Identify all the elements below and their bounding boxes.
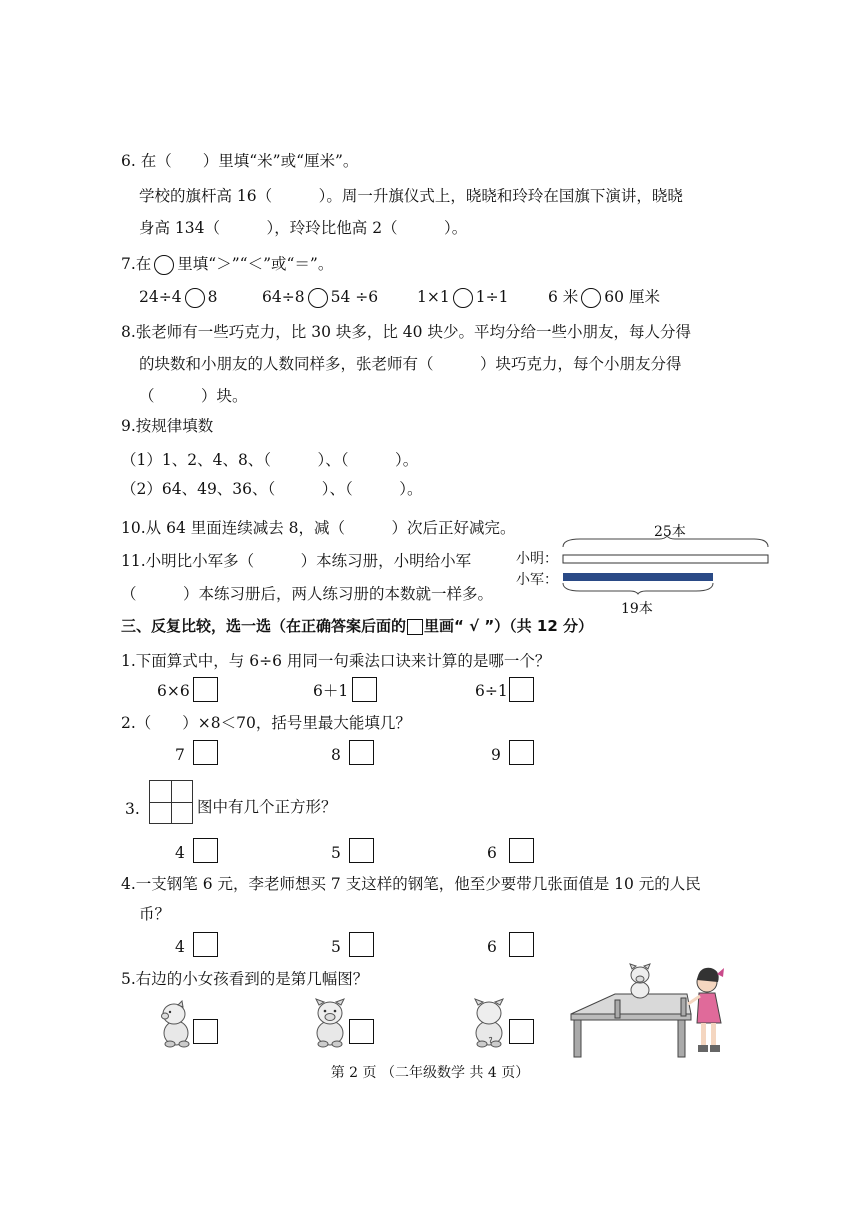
s3q4-line1: 4.一支钢笔 6 元，李老师想买 7 支这样的钢笔，他至少要带几张面值是 10 元的人民 [121,875,701,893]
page-footer: 第 2 页 （二年级数学 共 4 页） [330,1065,530,1081]
s3q3-text: 图中有几个正方形？ [197,798,337,816]
s3q3-option-2: 5 [331,844,341,862]
q7-item-right: 54 ÷6 [330,288,379,306]
top-brace [563,536,768,547]
s3q5-text: 5.右边的小女孩看到的是第几幅图？ [121,970,369,988]
s3q5-answer-box-2[interactable] [349,1019,374,1044]
q9-line1: （1）1、2、4、8、（ ）、（ ）。 [121,451,419,469]
s3q2-answer-box-1[interactable] [193,740,218,765]
q9-title: 9.按规律填数 [121,417,214,435]
q7-item-left: 1×1 [417,288,450,306]
q7-item-right: 60 厘米 [604,288,660,306]
s3q2-option-2: 8 [331,746,341,764]
s3q3-answer-box-3[interactable] [509,838,534,863]
s3q3-num: 3. [125,800,140,818]
q7-item-right: 8 [207,288,218,306]
square-icon [407,619,423,635]
section3-title-b: 里画“ √ ”）（共 12 分） [424,617,594,635]
q7-title-b: 里填“＞”“＜”或“＝”。 [177,255,334,273]
bottom-brace [563,583,713,594]
q6-line2: 身高 134（ ），玲玲比他高 2（ ）。 [139,219,468,237]
s3q2-text: 2.（ ）×8＜70，括号里最大能填几？ [121,714,411,732]
section3-title [121,616,593,636]
q7-item-4 [548,287,660,308]
s3q1-answer-box-1[interactable] [193,677,218,702]
q7-title [121,254,333,275]
q6-line1: 学校的旗杆高 16（ ）。周一升旗仪式上，晓晓和玲玲在国旗下演讲，晓晓 [139,187,683,205]
compare-circle[interactable] [581,288,601,308]
table-girl-illustration [565,960,745,1060]
s3q2-answer-box-3[interactable] [509,740,534,765]
s3q1-answer-box-2[interactable] [352,677,377,702]
s3q3-option-3: 6 [487,844,497,862]
s3q1-option-2: 6＋1 [313,682,349,700]
s3q5-answer-box-1[interactable] [193,1019,218,1044]
xiaojun-bar [563,573,713,581]
q7-item-3 [417,287,508,308]
q7-item-2 [262,287,378,308]
compare-circle[interactable] [308,288,328,308]
compare-circle[interactable] [453,288,473,308]
s3q4-option-1: 4 [175,938,185,956]
q7-item-left: 24÷4 [139,288,182,306]
q8-line3: （ ）块。 [139,387,248,405]
bar-diagram [560,536,774,606]
bar-bottom-label: 19本 [621,601,653,617]
s3q4-answer-box-3[interactable] [509,932,534,957]
s3q2-option-3: 9 [491,746,501,764]
label-xiaojun: 小军： [516,572,558,588]
square-grid-figure [149,780,193,824]
q6-title: 6. 在（ ）里填“米”或“厘米”。 [121,152,359,170]
q11-line1: 11.小明比小军多（ ）本练习册，小明给小军 [121,552,472,570]
compare-circle[interactable] [185,288,205,308]
q7-item-left: 6 米 [548,288,579,306]
q10: 10.从 64 里面连续减去 8，减（ ）次后正好减完。 [121,519,516,537]
pig-side-view-icon [158,1000,194,1048]
s3q2-option-1: 7 [175,746,185,764]
q8-line1: 8.张老师有一些巧克力，比 30 块多，比 40 块少。平均分给一些小朋友，每人分得 [121,323,691,341]
s3q3-option-1: 4 [175,844,185,862]
circle-icon [154,255,174,275]
q7-item-left: 64÷8 [262,288,305,306]
s3q3-answer-box-1[interactable] [193,838,218,863]
q7-item-right: 1÷1 [475,288,509,306]
s3q4-answer-box-1[interactable] [193,932,218,957]
pig-front-view-icon [312,998,348,1048]
s3q4-option-2: 5 [331,938,341,956]
bar-top-label: 25本 [654,524,686,540]
pig-back-view-icon [471,998,507,1048]
s3q5-answer-box-3[interactable] [509,1019,534,1044]
q7-item-1 [139,287,217,308]
section3-title-a: 三、反复比较，选一选（在正确答案后面的 [121,617,407,635]
s3q1-option-1: 6×6 [157,682,190,700]
s3q4-answer-box-2[interactable] [349,932,374,957]
q8-line2: 的块数和小朋友的人数同样多，张老师有（ ）块巧克力，每个小朋友分得 [139,355,682,373]
q11-line2: （ ）本练习册后，两人练习册的本数就一样多。 [121,585,494,603]
s3q4-option-3: 6 [487,938,497,956]
s3q4-line2: 币？ [139,905,171,923]
s3q1-option-3: 6÷1 [475,682,508,700]
s3q1-text: 1.下面算式中，与 6÷6 用同一句乘法口诀来计算的是哪一个？ [121,652,551,670]
s3q2-answer-box-2[interactable] [349,740,374,765]
label-xiaoming: 小明： [516,551,558,567]
s3q3-answer-box-2[interactable] [349,838,374,863]
s3q1-answer-box-3[interactable] [509,677,534,702]
q7-title-a: 7.在 [121,255,152,273]
q9-line2: （2）64、49、36、（ ）、（ ）。 [121,480,423,498]
xiaoming-bar [563,555,768,563]
